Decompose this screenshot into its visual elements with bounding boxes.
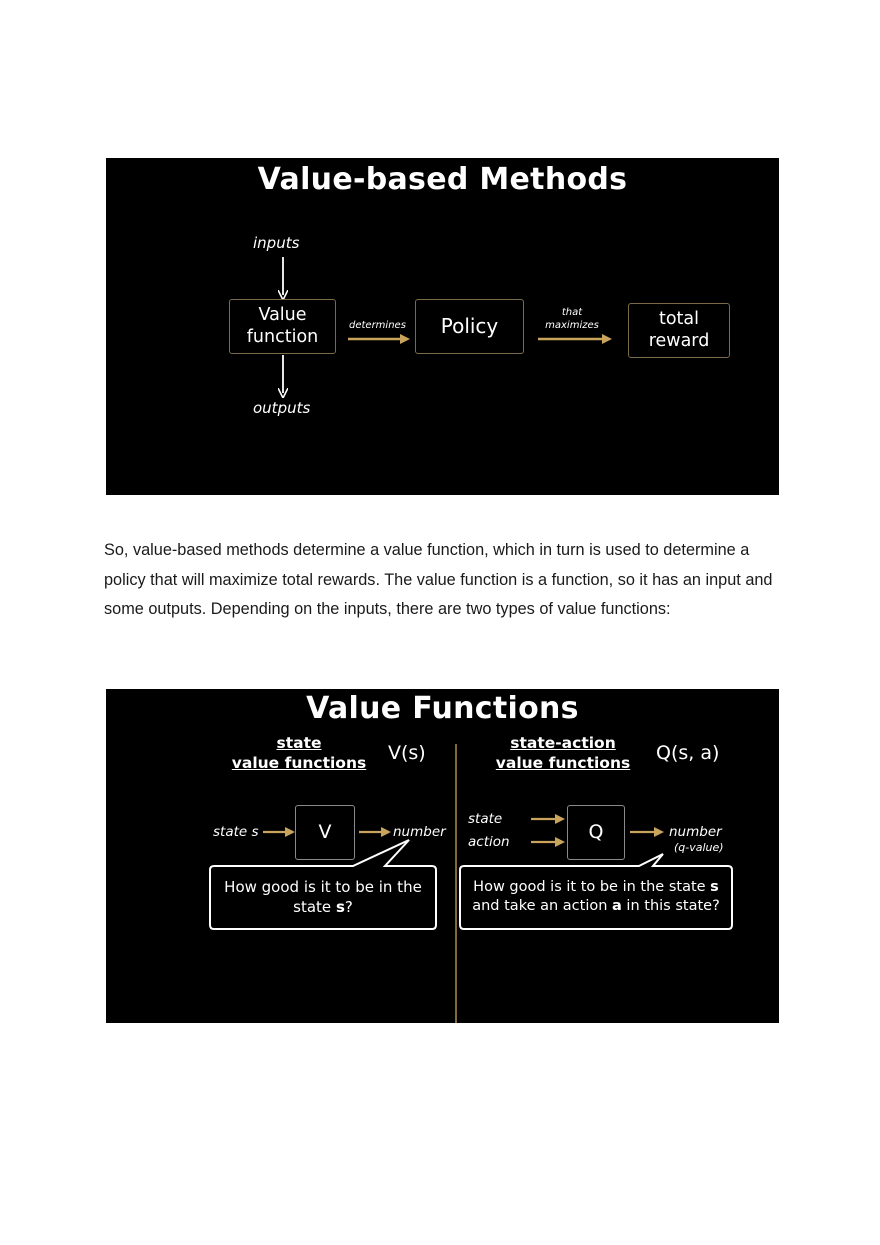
left-bubble-text: How good is it to be in the state s? (224, 878, 422, 916)
v-of-s-formula: V(s) (388, 742, 426, 764)
state-heading-line1: state (276, 734, 322, 752)
state-value-functions-heading (230, 733, 368, 773)
inputs-label: inputs (253, 234, 300, 252)
value-functions-slide (106, 689, 779, 1023)
slide2-drawing (106, 689, 779, 1023)
state-action-heading-line2: value functions (495, 754, 631, 773)
maximizes-label: maximizes (545, 320, 599, 331)
state-s-label: state s (213, 824, 259, 840)
v-box (295, 805, 355, 860)
state-action-heading-line1: state-action (510, 734, 616, 752)
value-based-methods-slide (106, 158, 779, 495)
value-function-line2: function (246, 326, 319, 347)
q-box (567, 805, 625, 860)
right-bubble-text: How good is it to be in the state s and take an action a in this state? (472, 879, 720, 914)
outputs-label: outputs (253, 399, 311, 417)
state-input-label: state (468, 811, 503, 827)
action-input-label: action (468, 834, 510, 850)
total-reward-line1: total (658, 308, 700, 329)
slide-title: Value Functions (306, 691, 579, 726)
total-reward-line2: reward (648, 330, 710, 351)
q-value-label: (q-value) (674, 841, 724, 854)
state-heading-line2: value functions (231, 754, 367, 773)
that-maximizes-label (542, 306, 602, 332)
q-box-label: Q (588, 820, 604, 843)
determines-label: determines (349, 320, 406, 331)
slide-title: Value-based Methods (257, 162, 628, 197)
v-number-label: number (393, 824, 446, 840)
value-function-line1: Value (258, 304, 307, 325)
policy-label: Policy (440, 314, 499, 338)
value-function-box (229, 299, 336, 354)
state-action-value-functions-heading (494, 733, 632, 773)
total-reward-box (628, 303, 730, 358)
that-label: that (561, 307, 583, 318)
q-of-s-a-formula: Q(s, a) (656, 742, 720, 764)
q-number-label: number (669, 824, 722, 840)
v-box-label: V (318, 820, 332, 843)
body-paragraph: So, value-based methods determine a value function, which in turn is used to determine a policy that will maximize total rewards. The value function is a function, so it has an input and some outputs. Depending on the inputs, there are two types of value functions: (104, 541, 773, 619)
policy-box (415, 299, 524, 354)
